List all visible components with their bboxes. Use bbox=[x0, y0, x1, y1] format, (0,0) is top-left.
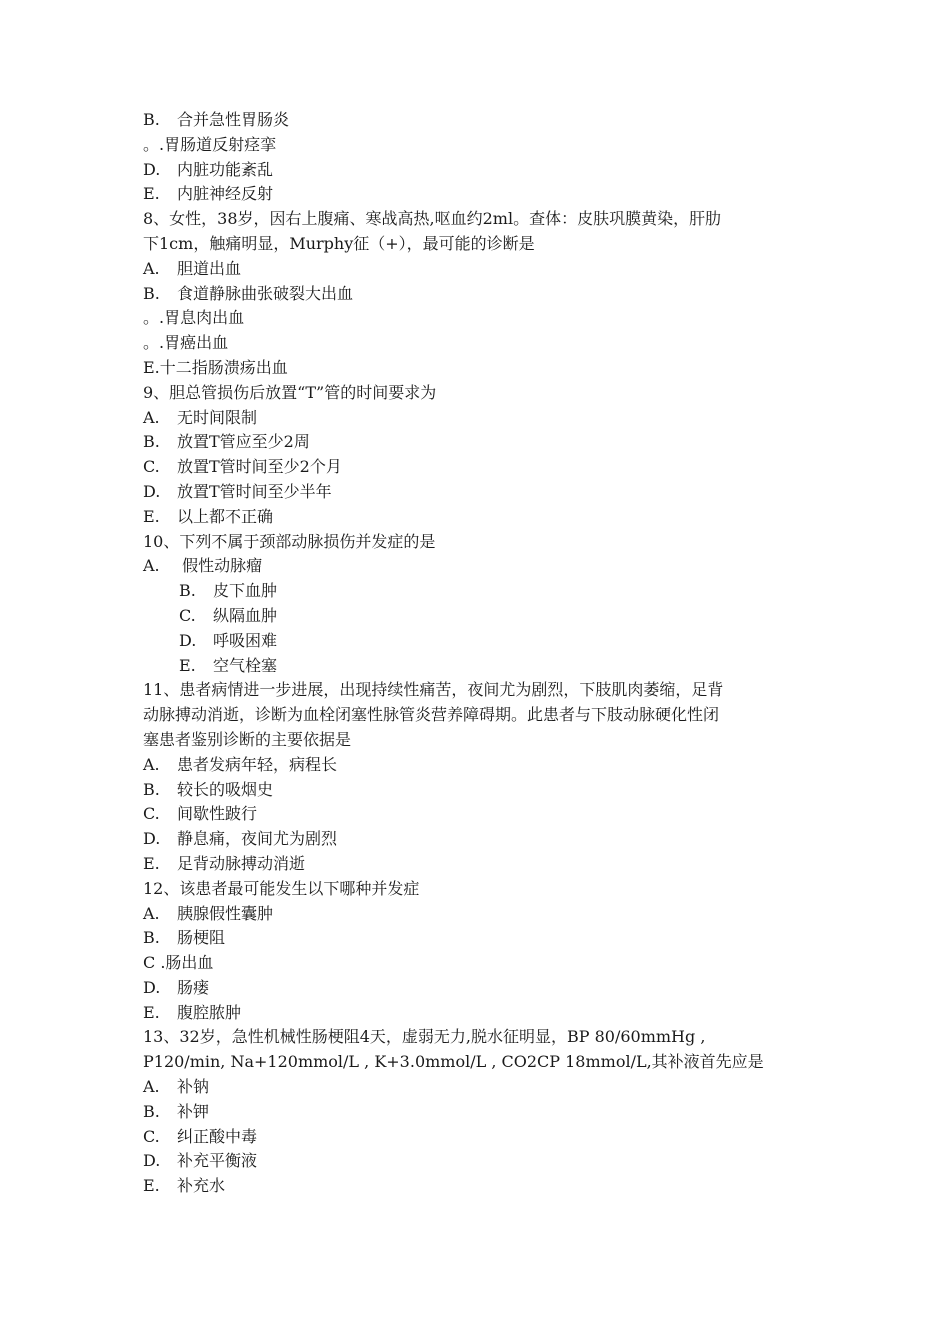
option-label: D. bbox=[143, 481, 161, 501]
option-label: B. bbox=[143, 283, 160, 303]
option-label: B. bbox=[143, 779, 160, 799]
answer-option bbox=[143, 802, 803, 827]
option-label: E. bbox=[179, 655, 196, 675]
option-label: E. bbox=[143, 853, 160, 873]
indented-option bbox=[143, 629, 803, 654]
answer-option bbox=[143, 1100, 803, 1125]
option-label: A. bbox=[143, 754, 160, 774]
indented-option bbox=[143, 604, 803, 629]
text-line: E.十二指肠溃疡出血 bbox=[143, 357, 288, 377]
document-body bbox=[143, 108, 803, 1199]
option-label: C. bbox=[143, 1126, 160, 1146]
answer-option bbox=[143, 1174, 803, 1199]
answer-option bbox=[143, 455, 803, 480]
option-text: 空气栓塞 bbox=[213, 655, 278, 675]
option-label: A. bbox=[143, 258, 160, 278]
option-label: E. bbox=[143, 506, 160, 526]
answer-option bbox=[143, 1075, 803, 1100]
option-text: 纵隔血肿 bbox=[213, 605, 278, 625]
answer-option bbox=[143, 406, 803, 431]
option-label: A. bbox=[143, 1077, 160, 1097]
text-line: 动脉搏动消逝，诊断为血栓闭塞性脉管炎营养障碍期。此患者与下肢动脉硬化性闭 bbox=[143, 705, 720, 725]
option-text: 补钾 bbox=[177, 1101, 210, 1121]
option-text: 较长的吸烟史 bbox=[177, 779, 274, 799]
option-text: 内脏功能紊乱 bbox=[177, 159, 274, 179]
option-label: E. bbox=[143, 1176, 160, 1196]
answer-option bbox=[143, 827, 803, 852]
text-line: 塞患者鉴别诊断的主要依据是 bbox=[143, 729, 352, 749]
indented-option bbox=[143, 654, 803, 679]
answer-option bbox=[143, 852, 803, 877]
option-text: 假性动脉瘤 bbox=[177, 556, 263, 576]
option-text: 无时间限制 bbox=[177, 407, 258, 427]
option-label: D. bbox=[143, 159, 161, 179]
option-label: B. bbox=[143, 110, 160, 129]
text-line: 10、下列不属于颈部动脉损伤并发症的是 bbox=[143, 531, 436, 551]
option-text: 肠瘘 bbox=[177, 977, 210, 997]
answer-option bbox=[143, 108, 803, 133]
answer-option bbox=[143, 430, 803, 455]
answer-option bbox=[143, 182, 803, 207]
answer-option bbox=[143, 505, 803, 530]
option-label: B. bbox=[143, 432, 160, 452]
option-text: 纠正酸中毒 bbox=[177, 1126, 258, 1146]
answer-option bbox=[143, 753, 803, 778]
answer-option bbox=[143, 480, 803, 505]
text-line: P120/min, Na+120mmol/L , K+3.0mmol/L , CO2CP 18mmol/L,其补液首先应是 bbox=[143, 1052, 764, 1072]
option-text: 间歇性跛行 bbox=[177, 804, 258, 824]
text-line: 。.胃息肉出血 bbox=[143, 308, 245, 328]
option-text: 内脏神经反射 bbox=[177, 184, 274, 204]
answer-option bbox=[143, 257, 803, 282]
option-text: 补钠 bbox=[177, 1077, 210, 1097]
option-text: 放置T管时间至少2个月 bbox=[177, 457, 342, 477]
option-text: 腹腔脓肿 bbox=[177, 1002, 242, 1022]
option-text: 静息痛，夜间尤为剧烈 bbox=[177, 829, 338, 849]
answer-option bbox=[143, 554, 803, 579]
answer-option bbox=[143, 1149, 803, 1174]
option-text: 呼吸困难 bbox=[213, 630, 278, 650]
text-line: 。.胃癌出血 bbox=[143, 333, 229, 353]
text-line: 13、32岁，急性机械性肠梗阻4天，虚弱无力,脱水征明显，BP 80/60mmHg , bbox=[143, 1027, 706, 1047]
answer-option bbox=[143, 1001, 803, 1026]
option-text: 患者发病年轻，病程长 bbox=[177, 754, 338, 774]
option-text: 胰腺假性囊肿 bbox=[177, 903, 274, 923]
option-label: B. bbox=[143, 928, 160, 948]
option-text: 食道静脉曲张破裂大出血 bbox=[177, 283, 354, 303]
option-label: A. bbox=[143, 556, 160, 576]
option-text: 足背动脉搏动消逝 bbox=[177, 853, 306, 873]
text-line: C .肠出血 bbox=[143, 953, 214, 973]
text-line: 11、患者病情进一步进展，出现持续性痛苦，夜间尤为剧烈，下肢肌肉萎缩，足背 bbox=[143, 680, 724, 700]
text-line: 12、该患者最可能发生以下哪种并发症 bbox=[143, 878, 420, 898]
option-text: 皮下血肿 bbox=[213, 581, 278, 601]
answer-option bbox=[143, 778, 803, 803]
option-text: 放置T管时间至少半年 bbox=[177, 481, 332, 501]
answer-option bbox=[143, 926, 803, 951]
answer-option bbox=[143, 158, 803, 183]
answer-option bbox=[143, 282, 803, 307]
option-text: 以上都不正确 bbox=[177, 506, 274, 526]
answer-option bbox=[143, 1125, 803, 1150]
option-label: D. bbox=[143, 1151, 161, 1171]
option-label: C. bbox=[143, 457, 160, 477]
option-label: D. bbox=[143, 977, 161, 997]
answer-option bbox=[143, 976, 803, 1001]
option-label: A. bbox=[143, 407, 160, 427]
option-label: B. bbox=[143, 1101, 160, 1121]
text-line: 。.胃肠道反射痉挛 bbox=[143, 134, 277, 154]
option-label: C. bbox=[143, 804, 160, 824]
option-text: 补充水 bbox=[177, 1176, 226, 1196]
text-line: 下1cm，触痛明显，Murphy征（+），最可能的诊断是 bbox=[143, 233, 535, 253]
option-text: 胆道出血 bbox=[177, 258, 242, 278]
option-label: A. bbox=[143, 903, 160, 923]
option-text: 放置T管应至少2周 bbox=[177, 432, 310, 452]
option-text: 补充平衡液 bbox=[177, 1151, 258, 1171]
option-label: D. bbox=[179, 630, 197, 650]
option-label: D. bbox=[143, 829, 161, 849]
option-label: E. bbox=[143, 1002, 160, 1022]
option-label: B. bbox=[179, 581, 196, 601]
option-label: C. bbox=[179, 605, 196, 625]
text-line: 9、胆总管损伤后放置“T”管的时间要求为 bbox=[143, 382, 437, 402]
text-line: 8、女性，38岁，因右上腹痛、寒战高热,呕血约2ml。查体：皮肤巩膜黄染，肝肋 bbox=[143, 209, 722, 229]
option-label: E. bbox=[143, 184, 160, 204]
answer-option bbox=[143, 902, 803, 927]
option-text: 肠梗阻 bbox=[177, 928, 226, 948]
option-text: 合并急性胃肠炎 bbox=[177, 110, 290, 129]
indented-option bbox=[143, 579, 803, 604]
